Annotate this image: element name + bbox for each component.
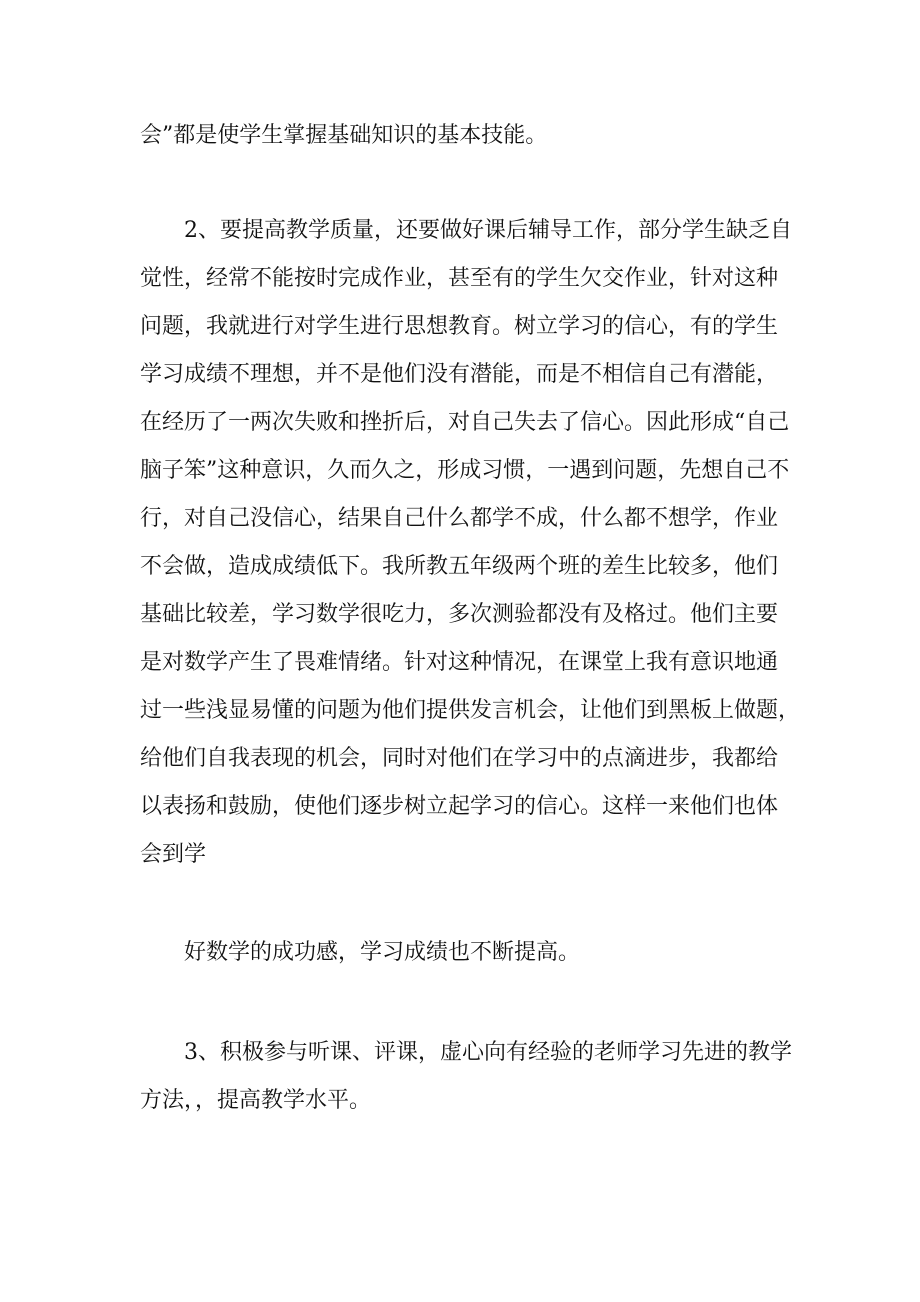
- text-line: 问题，我就进行对学生进行思想教育。树立学习的信心，有的学生: [140, 314, 779, 339]
- text-line: 行，对自己没信心，结果自己什么都学不成，什么都不想学，作业: [140, 506, 779, 531]
- text-line: 会到学: [140, 842, 207, 867]
- text-line: 不会做，造成成绩低下。我所教五年级两个班的差生比较多，他们: [140, 554, 779, 579]
- text-line: 觉性，经常不能按时完成作业，甚至有的学生欠交作业，针对这种: [140, 266, 779, 291]
- text-line: 学习成绩不理想，并不是他们没有潜能，而是不相信自己有潜能，: [140, 362, 779, 387]
- text-line: 3、积极参与听课、评课，虚心向有经验的老师学习先进的教学: [184, 1040, 792, 1065]
- text-line: 过一些浅显易懂的问题为他们提供发言机会，让他们到黑板上做题，: [140, 698, 801, 723]
- text-line: 以表扬和鼓励，使他们逐步树立起学习的信心。这样一来他们也体: [140, 794, 779, 819]
- text-line: 在经历了一两次失败和挫折后，对自己失去了信心。因此形成“自己: [140, 410, 790, 435]
- text-line: 方法，，提高教学水平。: [140, 1088, 372, 1113]
- text-line: 好数学的成功感，学习成绩也不断提高。: [184, 940, 581, 965]
- text-line: 脑子笨”这种意识，久而久之，形成习惯，一遇到问题，先想自己不: [140, 458, 790, 483]
- text-line: 是对数学产生了畏难情绪。针对这种情况，在课堂上我有意识地通: [140, 650, 779, 675]
- text-line: 基础比较差，学习数学很吃力，多次测验都没有及格过。他们主要: [140, 602, 779, 627]
- text-line: 给他们自我表现的机会，同时对他们在学习中的点滴进步，我都给: [140, 746, 779, 771]
- text-line: 2、要提高教学质量，还要做好课后辅导工作，部分学生缺乏自: [184, 218, 792, 243]
- text-line: 会”都是使学生掌握基础知识的基本技能。: [140, 123, 548, 148]
